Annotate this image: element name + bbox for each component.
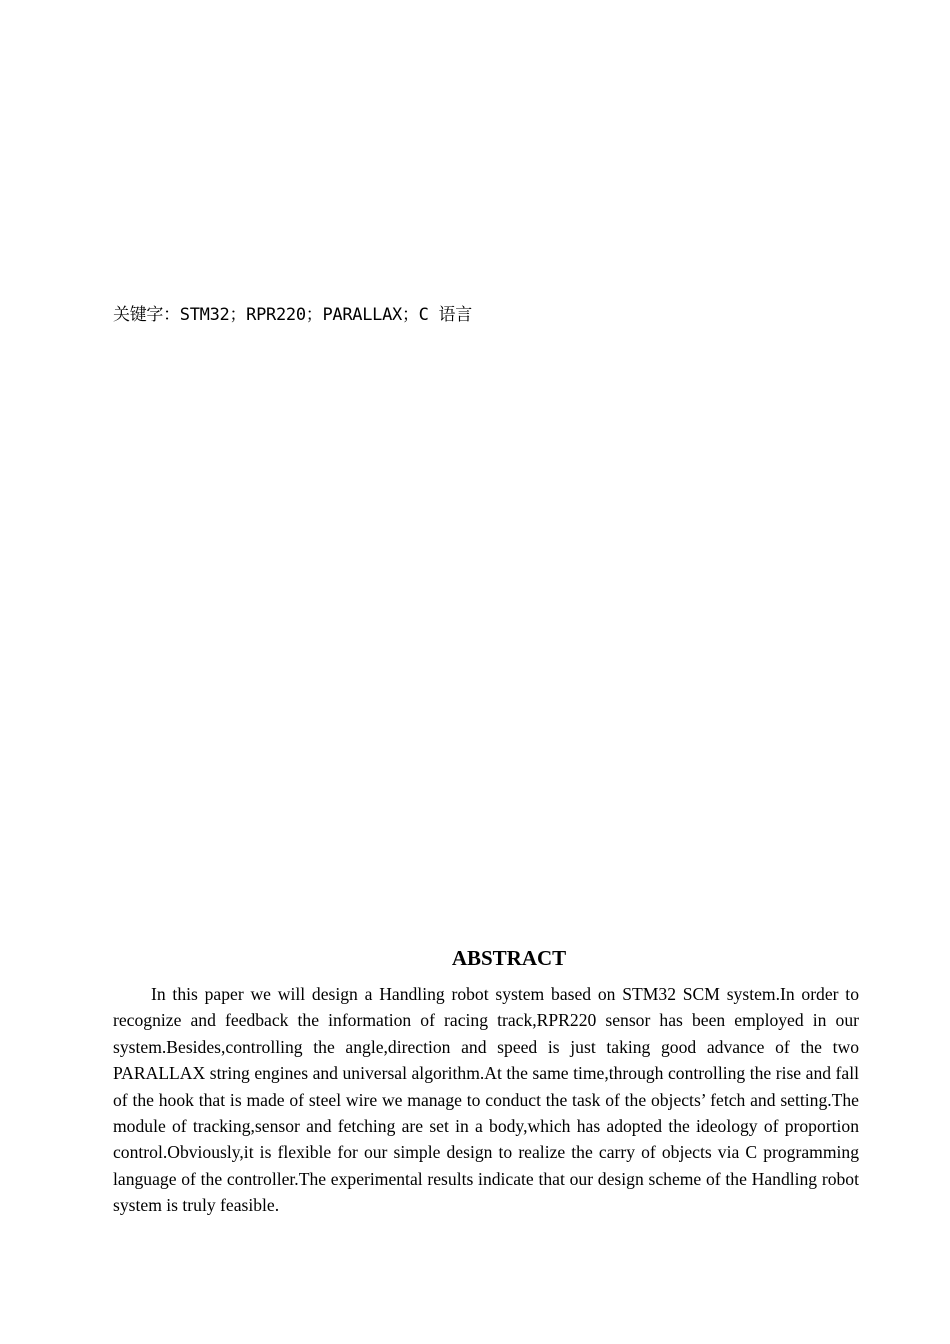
- abstract-paragraph: In this paper we will design a Handling robot system based on STM32 SCM system.In order to recognize and feedback the information of racing track,RPR220 sensor has been employed in our system.Besides,controlling the angle,direction and speed is just taking good advance of the two PARALLAX string engines and universal algorithm.At the same time,through controlling the rise and fall of the hook that is made of steel wire we manage to conduct the task of the objects’ fetch and setting.The module of tracking,sensor and fetching are set in a body,which has adopted the ideology of proportion control.Obviously,it is flexible for our simple design to realize the carry of objects via C programming language of the controller.The experimental results indicate that our design scheme of the Handling robot system is truly feasible.: [113, 984, 859, 1216]
- keywords-line: 关键字：STM32；RPR220；PARALLAX；C 语言: [113, 305, 472, 325]
- abstract-heading: ABSTRACT: [451, 946, 567, 970]
